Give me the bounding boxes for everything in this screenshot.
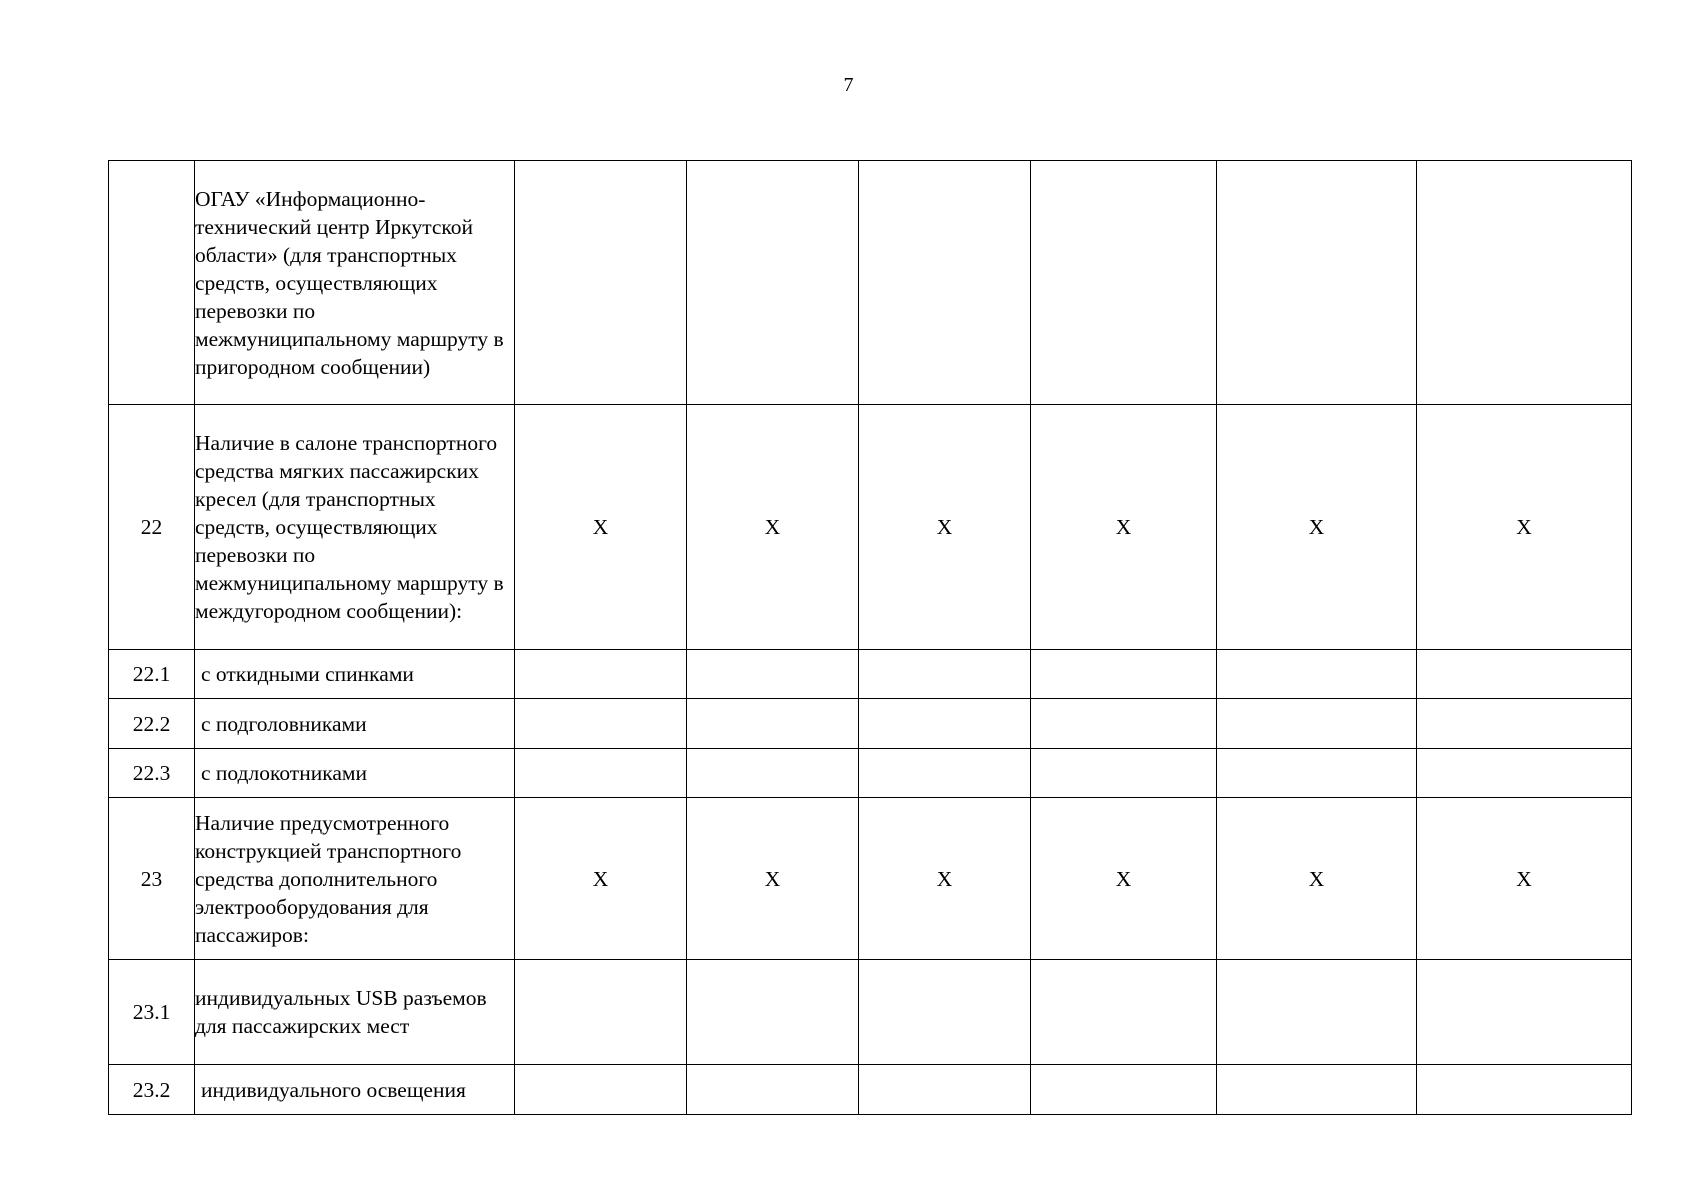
mark-cell — [687, 699, 859, 749]
table-row — [109, 1065, 1632, 1115]
mark-cell: Х — [859, 405, 1031, 650]
row-number: 22 — [109, 405, 195, 650]
document-table — [108, 160, 1632, 1115]
mark-cell — [1217, 960, 1417, 1065]
mark-cell — [515, 749, 687, 798]
mark-cell — [1417, 960, 1632, 1065]
mark-cell — [1217, 699, 1417, 749]
row-description: индивидуального освещения — [195, 1065, 515, 1115]
row-description: с откидными спинками — [195, 650, 515, 699]
mark-cell — [859, 960, 1031, 1065]
table-row — [109, 405, 1632, 650]
mark-cell — [859, 699, 1031, 749]
mark-cell — [515, 650, 687, 699]
mark-cell — [515, 1065, 687, 1115]
table-row — [109, 960, 1632, 1065]
mark-cell: Х — [687, 405, 859, 650]
row-number: 22.1 — [109, 650, 195, 699]
mark-cell: Х — [1417, 405, 1632, 650]
table-row — [109, 161, 1632, 405]
row-description: с подголовниками — [195, 699, 515, 749]
mark-cell — [515, 699, 687, 749]
row-description: индивидуальных USB разъемов для пассажирских мест — [195, 960, 515, 1065]
mark-cell: Х — [1217, 405, 1417, 650]
mark-cell: Х — [859, 798, 1031, 960]
mark-cell — [859, 161, 1031, 405]
row-number: 23.2 — [109, 1065, 195, 1115]
mark-cell — [1031, 960, 1217, 1065]
mark-cell — [1417, 161, 1632, 405]
mark-cell — [1031, 161, 1217, 405]
row-description: Наличие предусмотренного конструкцией транспортного средства дополнительного электрооборудования для пассажиров: — [195, 798, 515, 960]
mark-cell — [1031, 749, 1217, 798]
mark-cell: Х — [687, 798, 859, 960]
mark-cell — [1417, 1065, 1632, 1115]
mark-cell — [1217, 161, 1417, 405]
mark-cell — [1217, 749, 1417, 798]
table-row — [109, 699, 1632, 749]
mark-cell — [1031, 699, 1217, 749]
mark-cell: Х — [1031, 405, 1217, 650]
mark-cell — [1417, 699, 1632, 749]
row-number: 23.1 — [109, 960, 195, 1065]
mark-cell: Х — [1217, 798, 1417, 960]
mark-cell — [687, 161, 859, 405]
mark-cell — [1031, 1065, 1217, 1115]
mark-cell — [687, 650, 859, 699]
mark-cell — [687, 960, 859, 1065]
mark-cell — [859, 1065, 1031, 1115]
mark-cell — [859, 650, 1031, 699]
mark-cell: Х — [515, 405, 687, 650]
mark-cell — [687, 1065, 859, 1115]
mark-cell — [859, 749, 1031, 798]
mark-cell — [1031, 650, 1217, 699]
row-description: ОГАУ «Информационно-технический центр Иркутской области» (для транспортных средств, осуществляющих перевозки по межмуниципальному маршруту в пригородном сообщении) — [195, 161, 515, 405]
row-number: 22.2 — [109, 699, 195, 749]
mark-cell — [1417, 650, 1632, 699]
mark-cell — [687, 749, 859, 798]
row-description: Наличие в салоне транспортного средства мягких пассажирских кресел (для транспортных средств, осуществляющих перевозки по межмуниципальному маршруту в междугородном сообщении): — [195, 405, 515, 650]
page-number: 7 — [843, 74, 854, 96]
row-description: с подлокотниками — [195, 749, 515, 798]
row-number: 23 — [109, 798, 195, 960]
mark-cell: Х — [1031, 798, 1217, 960]
row-number — [109, 161, 195, 405]
row-number: 22.3 — [109, 749, 195, 798]
mark-cell — [515, 960, 687, 1065]
mark-cell — [1217, 1065, 1417, 1115]
table-row — [109, 650, 1632, 699]
mark-cell: Х — [515, 798, 687, 960]
mark-cell — [1417, 749, 1632, 798]
table-row — [109, 798, 1632, 960]
mark-cell — [1217, 650, 1417, 699]
table-row — [109, 749, 1632, 798]
mark-cell: Х — [1417, 798, 1632, 960]
mark-cell — [515, 161, 687, 405]
